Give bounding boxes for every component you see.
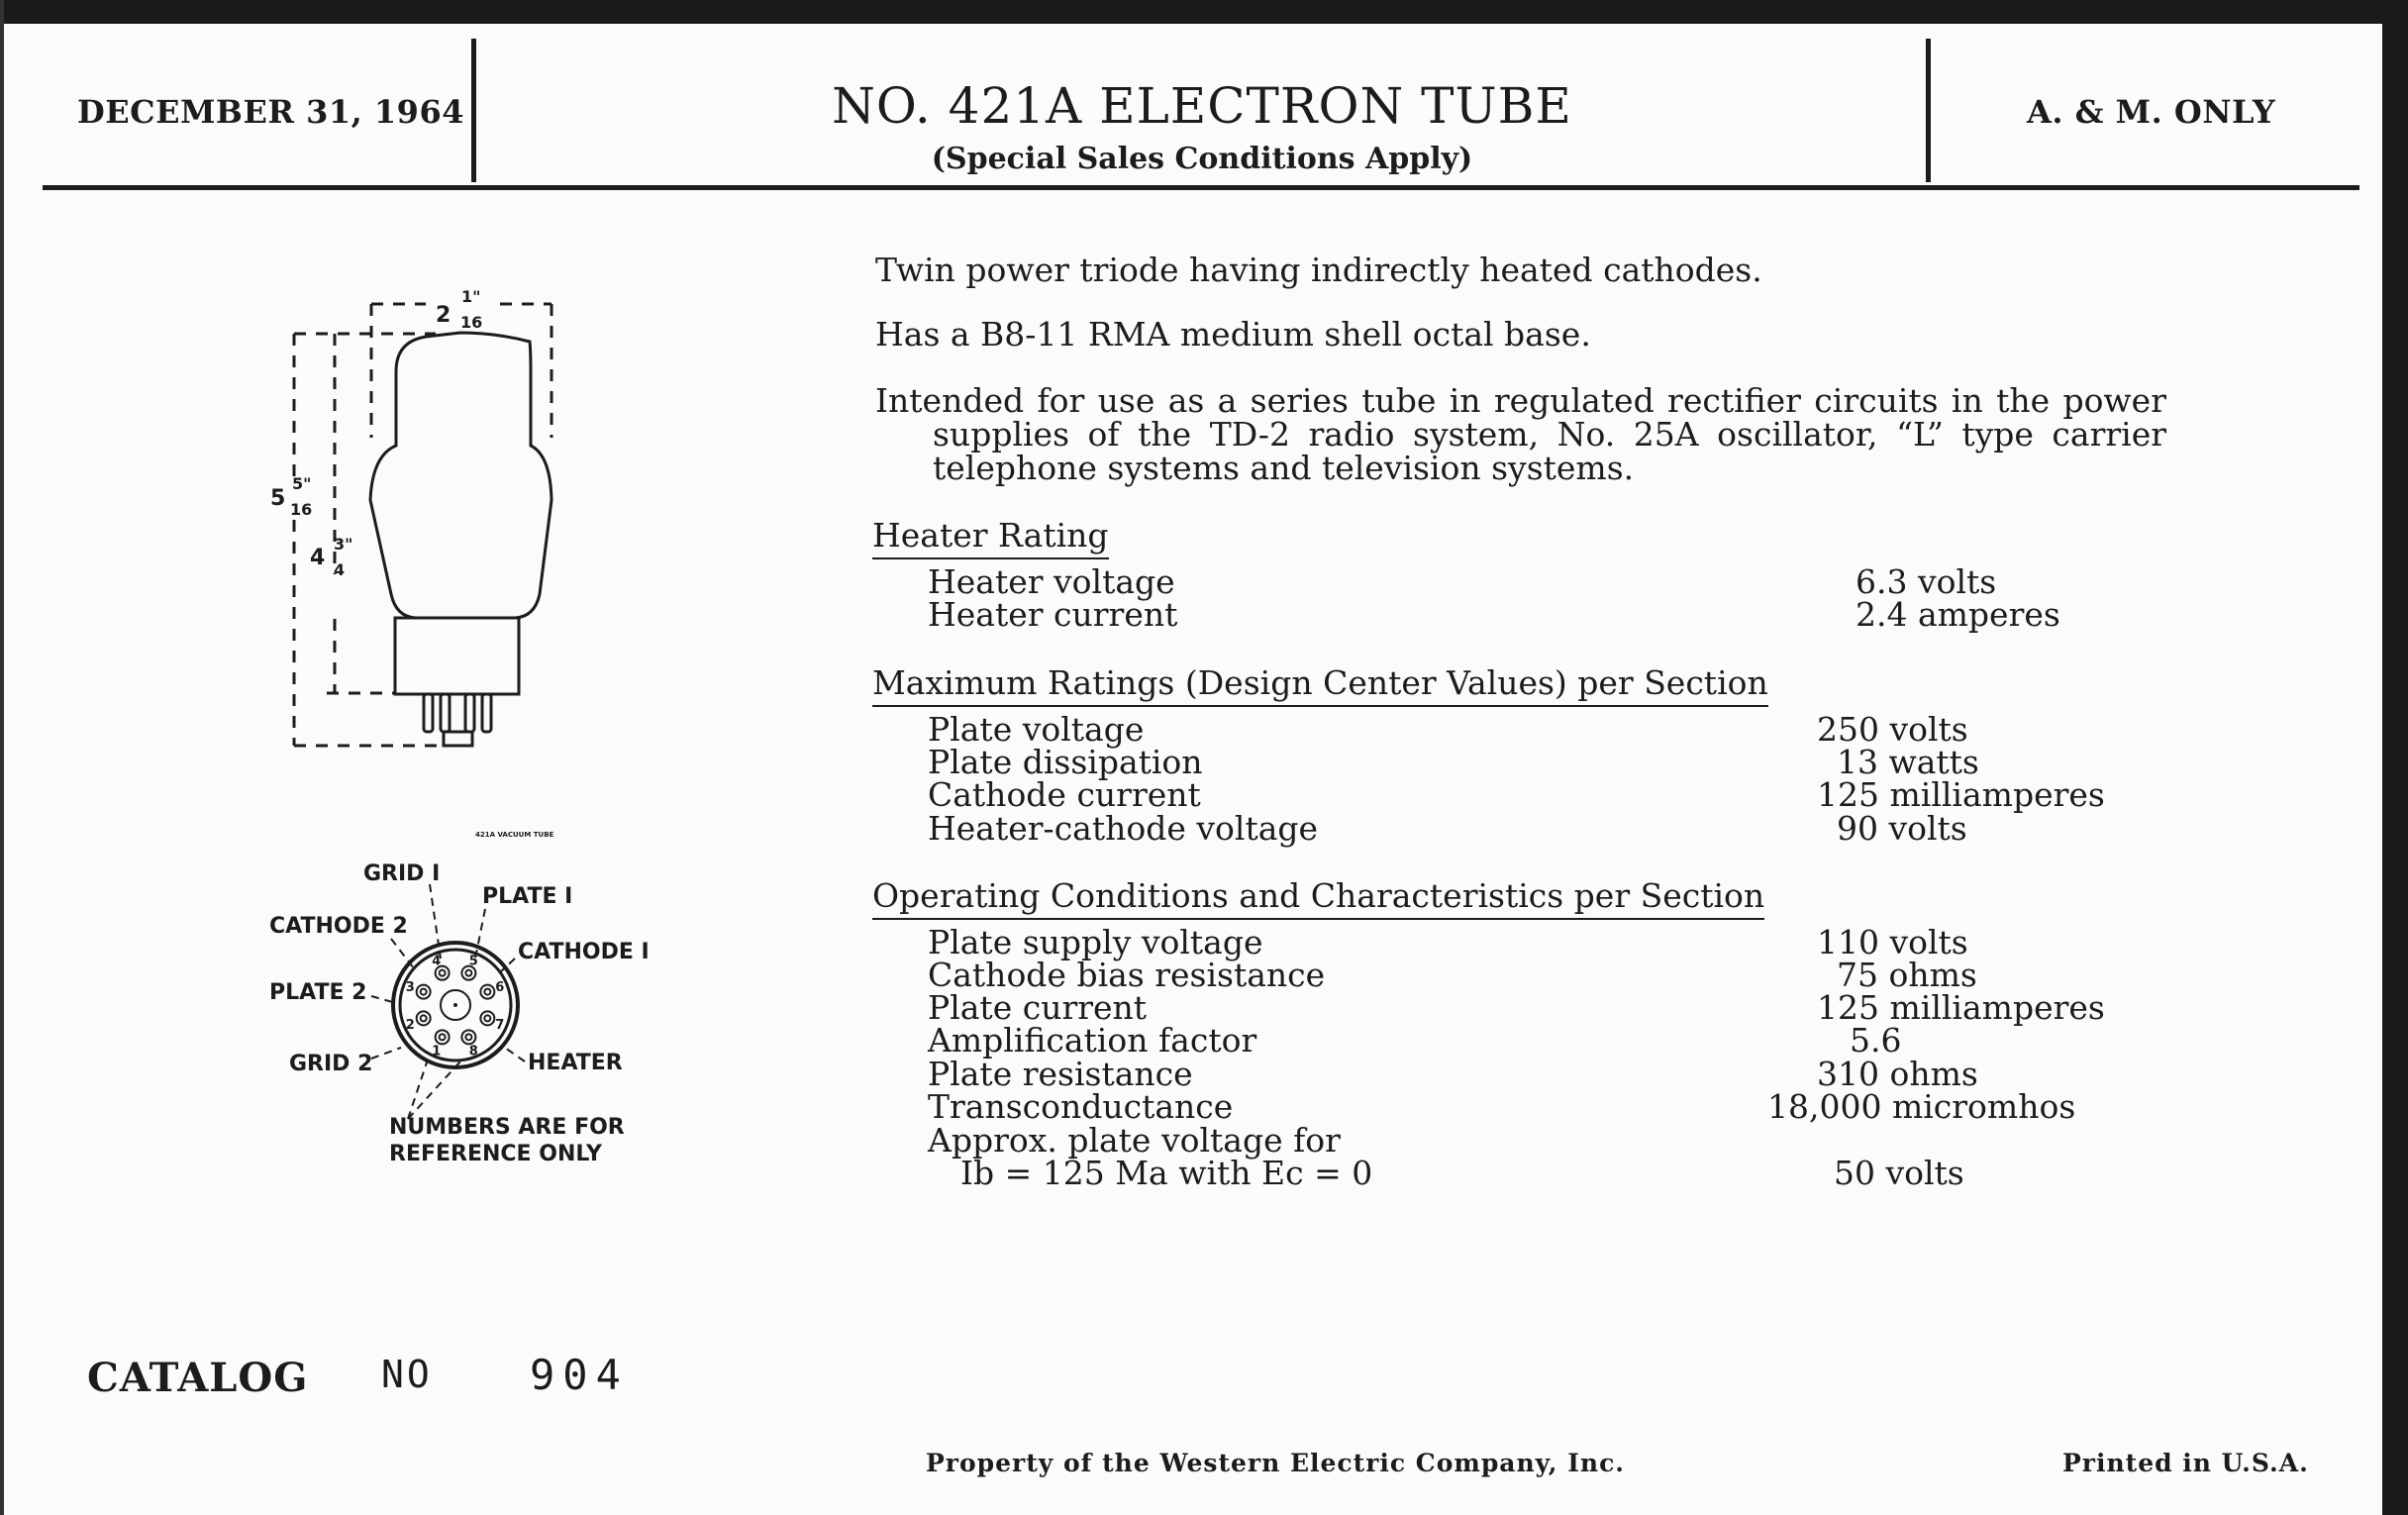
- pin-number: 5: [468, 954, 478, 969]
- seated-height-den: 4: [334, 560, 346, 579]
- spec-value: 5.6: [1850, 1021, 1902, 1060]
- label-cathode-2: CATHODE 2: [269, 914, 408, 939]
- socket-pin: [480, 985, 494, 999]
- spec-value: 6.3 volts: [1856, 562, 1997, 601]
- socket-pin-center: [421, 989, 427, 995]
- tube-caption: 421A VACUUM TUBE: [475, 831, 554, 839]
- spec-label: Approx. plate voltage for: [928, 1121, 1341, 1160]
- footer-property: Property of the Western Electric Company, Inc.: [926, 1449, 1626, 1477]
- width-whole: 2: [436, 303, 452, 328]
- pin-number: 8: [468, 1044, 478, 1060]
- total-height-den: 16: [290, 500, 313, 519]
- total-height-whole: 5: [270, 486, 286, 511]
- catalog-label: CATALOG: [87, 1355, 309, 1401]
- spec-label: Amplification factor: [928, 1021, 1257, 1060]
- spec-label: Heater-cathode voltage: [928, 809, 1319, 848]
- catalog-number: 904: [530, 1351, 629, 1399]
- pin-number: 2: [405, 1017, 415, 1033]
- spec-value: 13 watts: [1837, 743, 1979, 781]
- spec-label: Ib = 125 Ma with Ec = 0: [960, 1154, 1373, 1192]
- width-num: 1": [461, 287, 481, 306]
- spec-label: Cathode bias resistance: [928, 956, 1326, 994]
- socket-pin-center: [440, 970, 446, 976]
- spec-value: 75 ohms: [1837, 956, 1977, 994]
- spec-value: 18,000 micromhos: [1767, 1087, 2076, 1126]
- seated-height-whole: 4: [310, 546, 326, 570]
- section-heading: Maximum Ratings (Design Center Values) per Section: [872, 663, 1768, 707]
- dimension-lines: [294, 304, 552, 746]
- socket-pin: [417, 985, 431, 999]
- section-heading: Heater Rating: [872, 516, 1109, 559]
- spec-label: Plate supply voltage: [928, 923, 1263, 961]
- spec-value: 125 milliamperes: [1817, 988, 2105, 1027]
- note-line-2: REFERENCE ONLY: [389, 1142, 602, 1166]
- seated-height-num: 3": [334, 535, 353, 554]
- socket-pin: [436, 1030, 450, 1044]
- socket-pin-center: [484, 1015, 490, 1021]
- socket-pin-center: [465, 970, 471, 976]
- label-grid-2: GRID 2: [289, 1052, 373, 1076]
- socket-base: [393, 943, 518, 1067]
- section-heading: Operating Conditions and Characteristics per Section: [872, 876, 1764, 920]
- spec-value: 125 milliamperes: [1817, 775, 2105, 814]
- spec-value: 250 volts: [1817, 710, 1968, 749]
- note-line-1: NUMBERS ARE FOR: [389, 1115, 625, 1140]
- footer-printed: Printed in U.S.A.: [2062, 1449, 2309, 1477]
- spec-label: Plate resistance: [928, 1055, 1193, 1093]
- label-plate-2: PLATE 2: [269, 980, 367, 1005]
- description-line: Twin power triode having indirectly heated cathodes.: [875, 251, 1762, 289]
- width-den: 16: [460, 313, 483, 332]
- label-plate-1: PLATE I: [482, 884, 573, 909]
- pin-number: 6: [495, 980, 505, 996]
- socket-pin: [461, 1030, 475, 1044]
- socket-pin-center: [465, 1034, 471, 1040]
- socket-pin-center: [440, 1034, 446, 1040]
- spec-label: Cathode current: [928, 775, 1201, 814]
- page-subtitle: (Special Sales Conditions Apply): [931, 142, 1473, 176]
- spec-label: Heater current: [928, 595, 1178, 634]
- spec-value: 50 volts: [1834, 1154, 1964, 1192]
- description-line: Has a B8-11 RMA medium shell octal base.: [875, 315, 1591, 354]
- spec-value: 310 ohms: [1817, 1055, 1978, 1093]
- spec-label: Plate dissipation: [928, 743, 1203, 781]
- label-heater: HEATER: [528, 1051, 623, 1075]
- spec-label: Plate current: [928, 988, 1148, 1027]
- spec-label: Plate voltage: [928, 710, 1145, 749]
- date: DECEMBER 31, 1964: [77, 93, 464, 131]
- socket-pin-center: [421, 1015, 427, 1021]
- spec-value: 90 volts: [1837, 809, 1967, 848]
- pin-number: 4: [432, 954, 442, 969]
- pin-number: 7: [495, 1017, 505, 1033]
- restriction: A. & M. ONLY: [2027, 93, 2276, 131]
- label-grid-1: GRID I: [363, 861, 441, 886]
- spec-label: Heater voltage: [928, 562, 1175, 601]
- spec-label: Transconductance: [928, 1087, 1234, 1126]
- description-paragraph: Intended for use as a series tube in regulated rectifier circuits in the power supplies of the TD-2 radio system, No. 25A oscillator, “L” type carrier telephone systems and television systems.: [875, 381, 2166, 487]
- total-height-num: 5": [292, 474, 312, 493]
- catalog-no: NO: [381, 1353, 433, 1396]
- socket-pin: [417, 1011, 431, 1025]
- pin-number: 3: [405, 980, 415, 996]
- label-cathode-1: CATHODE I: [518, 940, 650, 964]
- tube-outline: [370, 333, 552, 746]
- spec-value: 110 volts: [1817, 923, 1968, 961]
- pin-number: 1: [432, 1044, 442, 1060]
- socket-pin-center: [484, 989, 490, 995]
- socket-pin: [480, 1011, 494, 1025]
- page-title: NO. 421A ELECTRON TUBE: [832, 77, 1572, 135]
- spec-value: 2.4 amperes: [1856, 595, 2060, 634]
